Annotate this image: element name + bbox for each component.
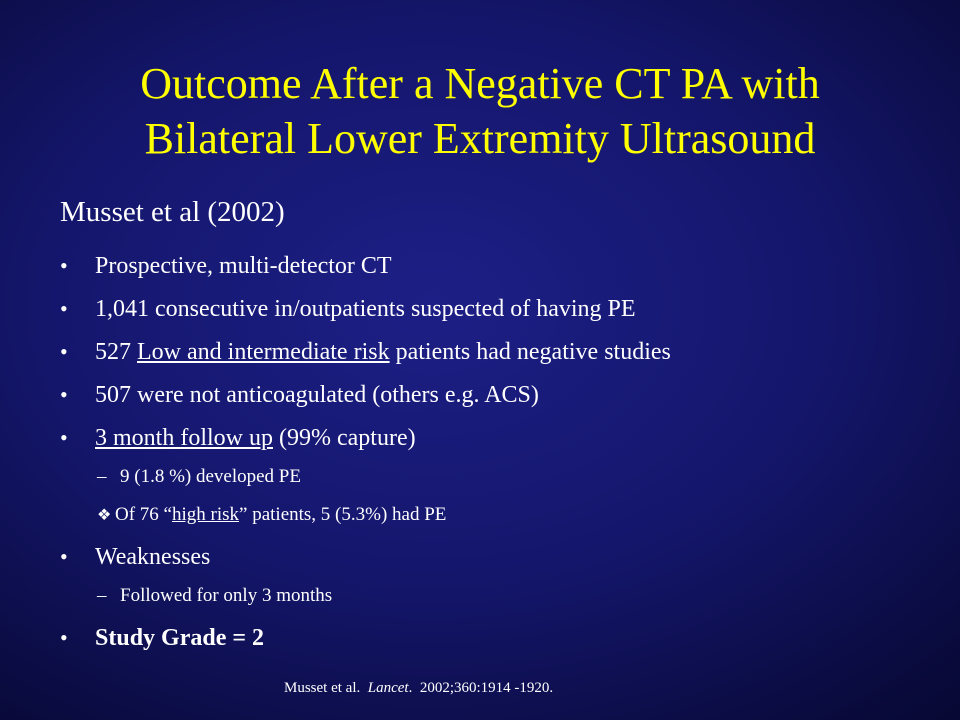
citation-details: 2002;360:1914 -1920. <box>419 680 554 696</box>
sub-bullet-developed-pe <box>60 459 920 497</box>
sub-bullet-high-risk <box>60 497 920 535</box>
bullet-weaknesses <box>60 535 920 578</box>
bullet-underlined-text: Low and intermediate risk <box>137 339 390 365</box>
sub-bullet-text <box>115 497 446 533</box>
study-grade: Study Grade = 2 <box>95 625 265 651</box>
bullet-text-prefix: 527 <box>95 339 137 365</box>
bullet-text: Weaknesses <box>95 544 211 570</box>
bullet-study-grade <box>60 616 920 659</box>
bullet-follow-up <box>60 416 920 459</box>
sub-bullet-text-prefix: Of 76 “ <box>115 504 172 525</box>
slide-title <box>20 56 940 166</box>
bullet-text-suffix: patients had negative studies <box>389 339 671 365</box>
dash-marker: – <box>97 585 107 606</box>
study-heading: Musset et al (2002) <box>60 196 285 228</box>
citation-journal: Lancet <box>367 680 409 696</box>
bullet-marker: • <box>60 382 68 407</box>
diamond-icon: ❖ <box>97 507 112 524</box>
bullet-design <box>60 244 920 287</box>
bullet-list <box>60 244 920 659</box>
title-line-1: Outcome After a Negative CT PA with <box>140 59 820 108</box>
bullet-marker: • <box>60 339 68 364</box>
sub-bullet-text: 9 (1.8 %) developed PE <box>120 466 301 487</box>
bullet-marker: • <box>60 544 68 569</box>
bullet-not-anticoagulated <box>60 373 920 416</box>
bullet-marker: • <box>60 253 68 278</box>
dash-marker: – <box>97 466 107 487</box>
sub-bullet-followed-months <box>60 578 920 616</box>
sub-bullet-underlined-text: high risk <box>171 504 240 525</box>
bullet-underlined-text: 3 month follow up <box>95 425 273 451</box>
bullet-text: 507 were not anticoagulated (others e.g. ACS) <box>95 382 539 408</box>
bullet-population <box>60 287 920 330</box>
bullet-text: 1,041 consecutive in/outpatients suspected of having PE <box>95 296 636 322</box>
citation: Musset et al. Lancet. 2002;360:1914 -1920. <box>284 680 554 696</box>
bullet-negative-studies <box>60 330 920 373</box>
title-line-2: Bilateral Lower Extremity Ultrasound <box>144 114 816 163</box>
bullet-text: Prospective, multi-detector CT <box>95 253 392 279</box>
bullet-marker: • <box>60 625 68 650</box>
bullet-text <box>95 331 671 374</box>
bullet-marker: • <box>60 425 68 450</box>
bullet-text <box>95 417 416 460</box>
citation-authors: Musset et al. <box>284 680 361 696</box>
sub-bullet-text-suffix: ” patients, 5 (5.3%) had PE <box>239 504 447 525</box>
bullet-marker: • <box>60 296 68 321</box>
bullet-text-suffix: (99% capture) <box>273 425 416 451</box>
sub-bullet-text: Followed for only 3 months <box>120 585 333 606</box>
